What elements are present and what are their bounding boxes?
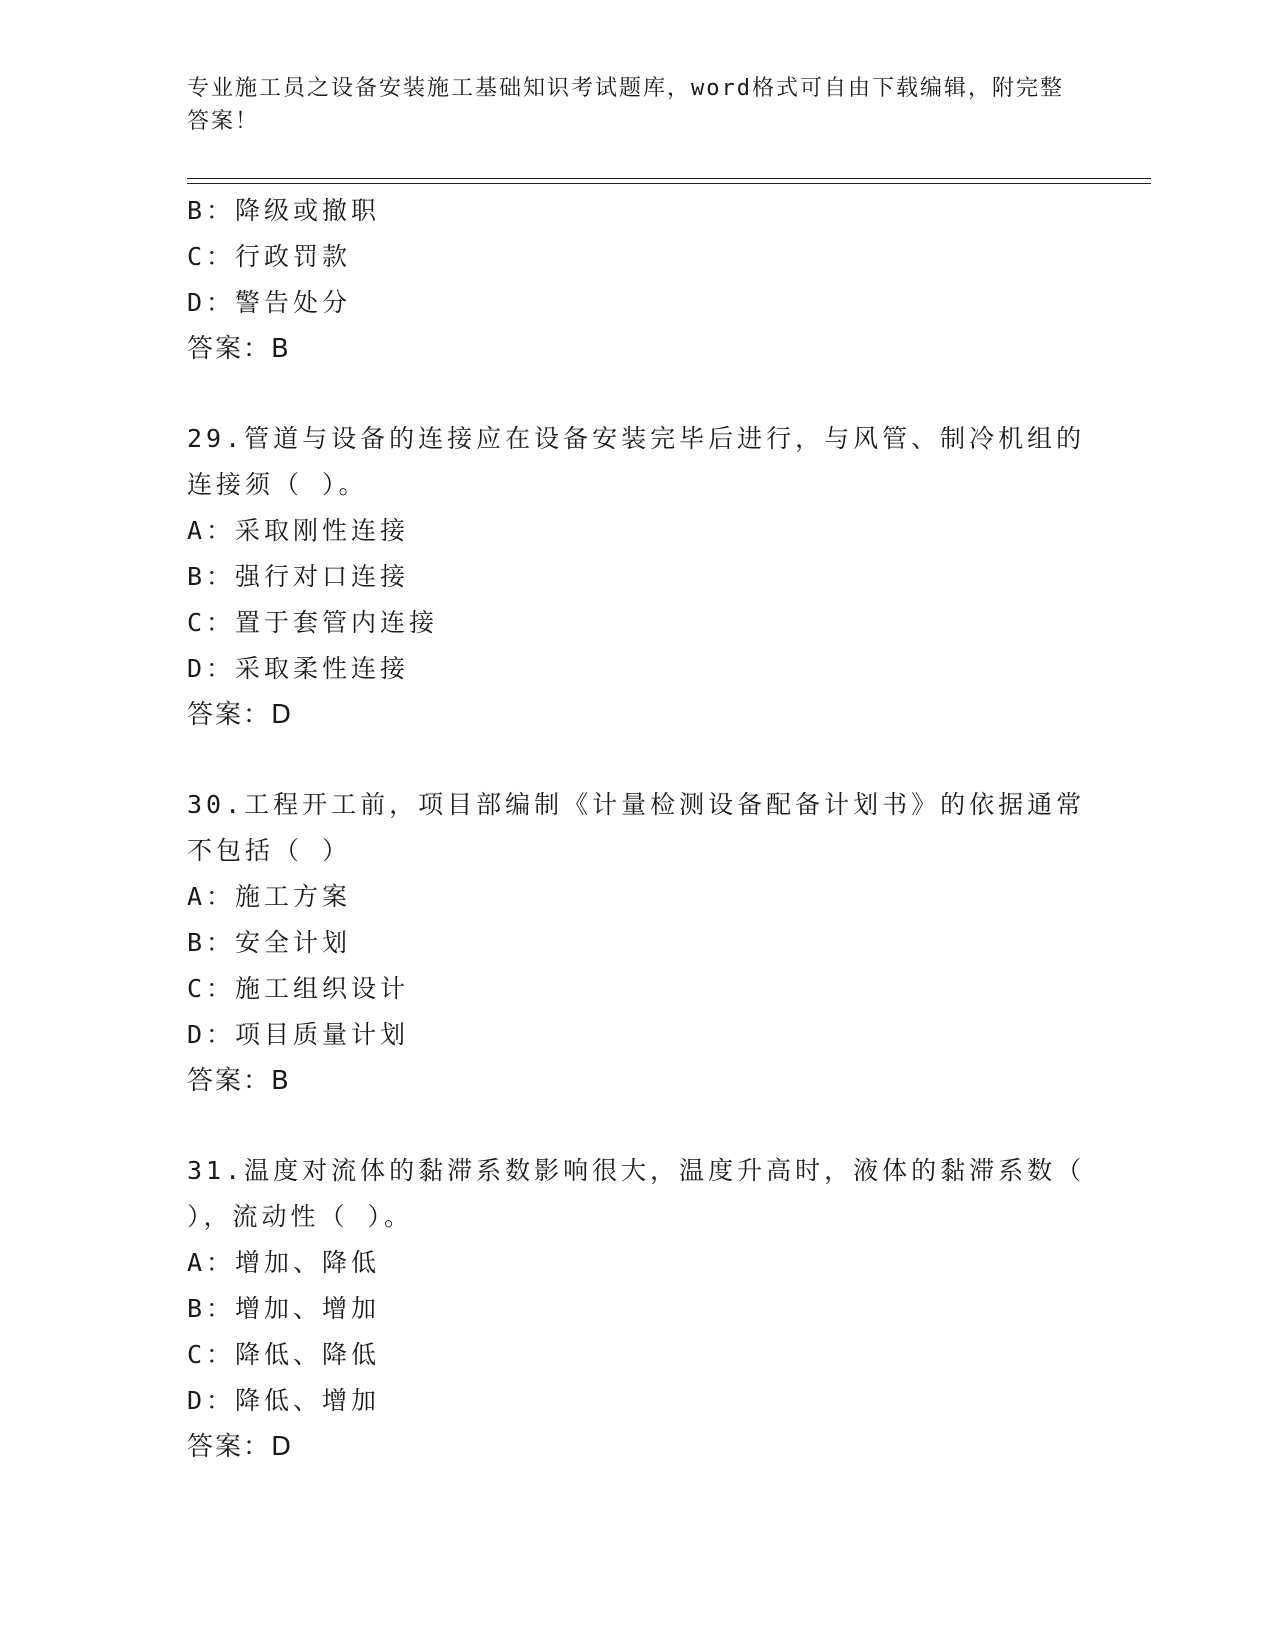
question-list xyxy=(187,188,1087,1470)
question-31 xyxy=(187,1148,1087,1470)
option-c: C：行政罚款 xyxy=(187,242,352,271)
answer-line: 答案：B xyxy=(187,1066,291,1096)
spacer xyxy=(187,372,1087,416)
question-text: 29.管道与设备的连接应在设备安装完毕后进行，与风管、制冷机组的连接须（ ）。 xyxy=(187,424,1086,499)
header-divider-top xyxy=(187,178,1151,179)
answer-line: 答案：B xyxy=(187,334,291,364)
option-b: B：安全计划 xyxy=(187,928,352,957)
option-a: A：采取刚性连接 xyxy=(187,516,410,545)
option-a: A：施工方案 xyxy=(187,882,352,911)
option-d: D：警告处分 xyxy=(187,288,352,317)
spacer xyxy=(187,1104,1087,1148)
question-text: 31.温度对流体的黏滞系数影响很大，温度升高时，液体的黏滞系数（ ），流动性（ ）。 xyxy=(187,1156,1086,1231)
option-c: C：降低、降低 xyxy=(187,1340,381,1369)
question-28-continued xyxy=(187,188,1087,372)
option-d: D：降低、增加 xyxy=(187,1386,381,1415)
header-divider-bottom xyxy=(187,183,1151,184)
answer-line: 答案：D xyxy=(187,1432,294,1462)
option-b: B：降级或撤职 xyxy=(187,196,381,225)
option-c: C：置于套管内连接 xyxy=(187,608,439,637)
option-d: D：采取柔性连接 xyxy=(187,654,410,683)
spacer xyxy=(187,738,1087,782)
question-text: 30.工程开工前，项目部编制《计量检测设备配备计划书》的依据通常不包括（ ） xyxy=(187,790,1086,865)
document-header: 专业施工员之设备安装施工基础知识考试题库，word格式可自由下载编辑，附完整答案！ xyxy=(187,76,1064,134)
question-30 xyxy=(187,782,1087,1104)
option-d: D：项目质量计划 xyxy=(187,1020,410,1049)
option-a: A：增加、降低 xyxy=(187,1248,381,1277)
option-b: B：强行对口连接 xyxy=(187,562,410,591)
answer-line: 答案：D xyxy=(187,700,294,730)
option-b: B：增加、增加 xyxy=(187,1294,381,1323)
option-c: C：施工组织设计 xyxy=(187,974,410,1003)
question-29 xyxy=(187,416,1087,738)
